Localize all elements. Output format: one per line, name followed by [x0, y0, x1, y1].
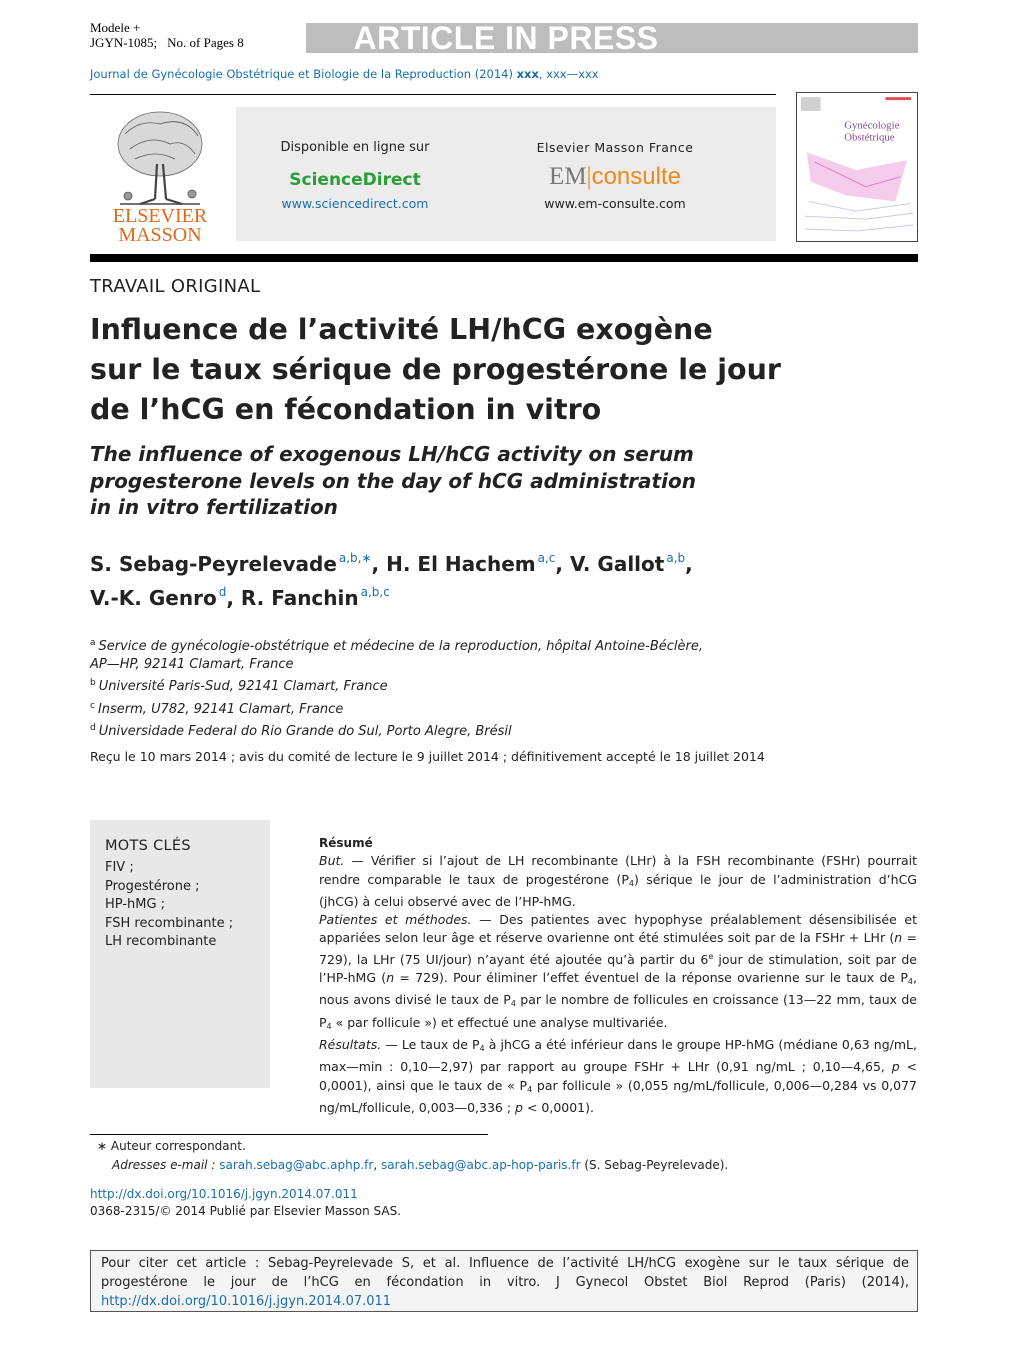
- abstract-results-text: à jhCG a été inférieur dans le groupe HP-hMG (médiane 0,63 ng/mL, max—min : 0,10—2,97) par rapport au groupe FSHr + LHr (0,91 ng/mL ; 0,10—4,65,: [319, 1036, 917, 1075]
- title-fr-line-2: sur le taux sérique de progestérone le jour: [90, 353, 781, 386]
- affiliations: [90, 634, 850, 741]
- subscript: 4: [479, 1043, 485, 1053]
- email-link[interactable]: sarah.sebag@abc.aphp.fr: [219, 1157, 374, 1172]
- author-separator: ,: [685, 552, 693, 576]
- author-separator: ,: [226, 586, 241, 610]
- italic-n: n: [894, 930, 903, 946]
- abstract-aim-label: But.: [319, 853, 345, 869]
- journal-citation-line[interactable]: [90, 67, 599, 81]
- abstract-results-text: par follicule » (0,055 ng/mL/follicule, 0,006—0,284 vs 0,077 ng/mL/follicule, 0,003—0,336 ;: [319, 1077, 917, 1115]
- author-line-2: [90, 578, 890, 612]
- header-rule: [90, 94, 776, 95]
- elsevier-masson-france-label: Elsevier Masson France: [536, 140, 694, 155]
- keywords-list: [105, 859, 233, 952]
- citation-body: Pour citer cet article : Sebag-Peyrelevade S, et al. Influence de l’activité LH/hCG exogène sur le taux sérique de progestérone le jour de l’hCG en fécondation in vitro. J Gynecol Obstet Biol Reprod (Paris) (2014),: [101, 1256, 909, 1290]
- email-label: Adresses e-mail :: [112, 1157, 216, 1172]
- abstract-methods-label: Patientes et méthodes.: [319, 912, 472, 928]
- affiliation-item: [90, 719, 850, 741]
- email-line: [97, 1156, 917, 1175]
- journal-name: Journal de Gynécologie Obstétrique et Biologie de la Reproduction (2014): [90, 67, 513, 81]
- manuscript-ref-row: [90, 35, 254, 50]
- affiliation-text: Université Paris-Sud, 92141 Clamart, France: [98, 679, 388, 695]
- abstract-results-text: — Le taux de P: [381, 1036, 480, 1052]
- journal-cover-thumbnail[interactable]: [796, 92, 918, 242]
- journal-pages: , xxx—xxx: [538, 67, 599, 81]
- affiliation-text: Service de gynécologie-obstétrique et médecine de la reproduction, hôpital Antoine-Béclère,: [98, 639, 704, 654]
- subscript: 4: [510, 999, 516, 1009]
- em-consulte-link[interactable]: www.em-consulte.com: [544, 196, 686, 211]
- abstract-heading: Résumé: [319, 836, 373, 850]
- journal-volume: xxx: [516, 67, 539, 81]
- email-link[interactable]: sarah.sebag@abc.ap-hop-paris.fr: [380, 1157, 581, 1172]
- author-name[interactable]: V.-K. Genro: [90, 586, 217, 610]
- author-separator: ,: [371, 552, 387, 576]
- subscript: 4: [527, 1084, 533, 1094]
- affiliation-item: [90, 634, 850, 656]
- affiliation-mark: c: [90, 700, 95, 711]
- section-label: TRAVAIL ORIGINAL: [90, 276, 261, 297]
- abstract: [319, 834, 917, 1117]
- affiliation-text: Inserm, U782, 92141 Clamart, France: [97, 701, 344, 717]
- abstract-results-label: Résultats.: [319, 1036, 382, 1052]
- model-label: Modele +: [90, 20, 141, 35]
- subscript: 4: [907, 977, 914, 987]
- abstract-results: [319, 1036, 917, 1117]
- header-thick-rule: [90, 254, 918, 262]
- em-logo-em: EM: [549, 163, 587, 190]
- italic-p: p: [891, 1059, 900, 1075]
- affiliation-mark: d: [90, 722, 96, 733]
- em-logo-consulte: consulte: [591, 163, 681, 190]
- keyword-item: LH recombinante: [105, 934, 217, 949]
- cover-title-line2: Obstétrique: [844, 131, 895, 144]
- author-name[interactable]: S. Sebag-Peyrelevade: [90, 552, 337, 576]
- title-en-line-1: The influence of exogenous LH/hCG activity on serum: [90, 442, 694, 466]
- abstract-methods-text: — Des patientes avec hypophyse préalablement désensibilisée et appariées selon leur âge et réserve ovarienne ont été stimulées soit par de la FSHr + LHr (: [319, 912, 917, 946]
- citation-text: [101, 1254, 909, 1311]
- abstract-results-text: < 0,0001), ainsi que le taux de « P: [319, 1059, 917, 1093]
- author-name[interactable]: R. Fanchin: [240, 586, 359, 610]
- affiliation-item: [90, 674, 850, 696]
- affiliation-item: [90, 697, 850, 719]
- author-name[interactable]: H. El Hachem: [386, 552, 536, 576]
- keyword-item: FIV ;: [105, 860, 134, 875]
- abstract-methods-text: = 729). Pour éliminer l’effet éventuel de la réponse ovarienne sur le taux de P: [394, 970, 908, 986]
- author-line-1: [90, 544, 890, 578]
- masson-wordmark: MASSON: [118, 224, 202, 244]
- asterisk-mark: ∗: [97, 1139, 108, 1153]
- manuscript-info: [90, 20, 254, 50]
- abstract-aim: [319, 852, 917, 911]
- abstract-results-text: < 0,0001).: [522, 1099, 594, 1115]
- page-count: No. of Pages 8: [167, 35, 244, 50]
- author-affiliation-mark[interactable]: a,b: [666, 551, 686, 565]
- abstract-methods: [319, 911, 917, 1036]
- affiliation-mark: a: [90, 638, 96, 648]
- abstract-methods-text: , nous avons divisé le taux de P: [319, 970, 917, 1008]
- title-fr-line-1: Influence de l’activité LH/hCG exogène: [90, 313, 713, 346]
- keywords-title: MOTS CLÉS: [105, 838, 191, 854]
- title-en-line-2: progesterone levels on the day of hCG administration: [90, 468, 696, 493]
- title-fr-line-3: de l’hCG en fécondation in vitro: [90, 393, 602, 426]
- keyword-item: FSH recombinante ;: [105, 915, 234, 931]
- affiliation-mark: b: [90, 678, 96, 689]
- abstract-methods-text: = 729), la LHr (75 UI/jour) n’ayant été ajoutée qu’à partir du 6: [319, 930, 918, 967]
- em-consulte-logo[interactable]: [500, 163, 730, 191]
- author-affiliation-mark[interactable]: a,b,∗: [338, 551, 372, 565]
- article-title-english: [90, 441, 790, 521]
- abstract-methods-text: par le nombre de follicules en croissance (13—22 mm, taux de P: [319, 992, 917, 1030]
- italic-p: p: [515, 1099, 523, 1115]
- issn-copyright: 0368-2315/© 2014 Publié par Elsevier Masson SAS.: [90, 1204, 402, 1218]
- affiliation-text: Universidade Federal do Rio Grande do Sul, Porto Alegre, Brésil: [98, 723, 512, 739]
- doi-link[interactable]: http://dx.doi.org/10.1016/j.jgyn.2014.07.011: [90, 1187, 358, 1201]
- sciencedirect-link[interactable]: www.sciencedirect.com: [281, 196, 429, 211]
- affiliation-item-continued: AP—HP, 92141 Clamart, France: [90, 657, 294, 673]
- abstract-aim-text: ) sérique le jour de l’administration d’hCG (jhCG) à celui observé avec de l’HP-hMG.: [319, 871, 917, 909]
- italic-n: n: [386, 970, 395, 986]
- abstract-methods-text: jour de stimulation, soit par de l’HP-hMG (: [319, 951, 917, 986]
- subscript: 4: [628, 878, 634, 888]
- subscript: 4: [326, 1021, 332, 1031]
- article-in-press-label: ARTICLE IN PRESS: [353, 20, 659, 56]
- abstract-aim-text: — Vérifier si l’ajout de LH recombinante (LHr) à la FSH recombinante (FSHr) pourrait rendre comparable le taux de progestérone (P: [319, 853, 917, 887]
- keyword-item: HP-hMG ;: [105, 897, 166, 912]
- abstract-methods-text: « par follicule ») et effectué une analyse multivariée.: [331, 1014, 668, 1030]
- author-affiliation-mark[interactable]: d: [218, 585, 227, 599]
- keyword-item: Progestérone ;: [105, 878, 200, 894]
- manuscript-ref: JGYN-1085;: [90, 35, 158, 50]
- email-owner: (S. Sebag-Peyrelevade).: [580, 1157, 729, 1172]
- sciencedirect-logo[interactable]: ScienceDirect: [289, 170, 421, 190]
- superscript: e: [708, 951, 714, 961]
- title-en-line-3: in in vitro fertilization: [90, 495, 338, 519]
- author-list: [90, 544, 890, 612]
- author-name[interactable]: V. Gallot: [569, 552, 665, 576]
- corresponding-label: Auteur correspondant.: [110, 1139, 246, 1153]
- author-affiliation-mark[interactable]: a,c: [537, 551, 556, 565]
- elsevier-masson-logo: [100, 104, 225, 244]
- author-separator: ,: [555, 552, 570, 576]
- cover-title-line1: Gynécologie: [844, 119, 900, 132]
- email-separator: ,: [373, 1157, 381, 1172]
- corresponding-author-note: [97, 1137, 917, 1156]
- available-online-label: Disponible en ligne sur: [280, 140, 430, 155]
- em-logo-divider: |: [586, 163, 592, 190]
- footnote-rule: [90, 1134, 488, 1135]
- elsevier-wordmark: ELSEVIER: [112, 205, 208, 227]
- citation-doi-link[interactable]: http://dx.doi.org/10.1016/j.jgyn.2014.07.011: [101, 1294, 392, 1309]
- author-affiliation-mark[interactable]: a,b,c: [360, 585, 390, 599]
- elsevier-tree-icon: [118, 112, 202, 204]
- article-title-french: [90, 310, 850, 430]
- received-dates: Reçu le 10 mars 2014 ; avis du comité de lecture le 9 juillet 2014 ; définitivement accepté le 18 juillet 2014: [90, 749, 765, 764]
- footnote: [97, 1137, 917, 1174]
